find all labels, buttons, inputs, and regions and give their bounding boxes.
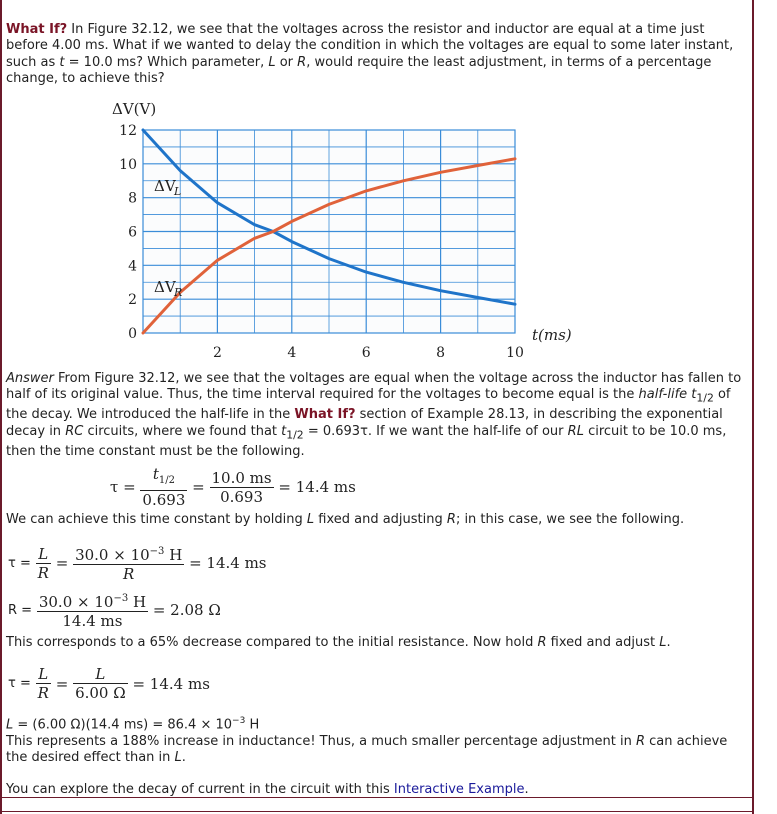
var-R: R [446,512,456,527]
answer-text: = 0.693τ. If we want the half-life of our [303,423,568,439]
text: can achieve the desired effect than in [6,734,728,766]
x-axis-label: t(ms) [532,326,572,344]
var-t: t [691,387,697,403]
fraction [37,590,148,630]
equals: = [192,478,205,496]
text: fixed and adjust [546,635,660,650]
x-tick-label: 6 [361,345,371,361]
eq-result: = 14.4 ms [132,674,210,693]
text: ; in this case, we see the following. [455,512,685,527]
label-vr-sub: R [174,286,183,299]
label-vr-text: ΔV [154,278,176,296]
eq-result: = 2.08 Ω [152,601,221,619]
x-tick-label: 4 [287,345,297,361]
label-vl-sub: L [174,185,182,198]
exponent: −3 [113,593,129,604]
paragraph [6,782,748,798]
subscript: 1/2 [286,428,304,442]
eq-lhs: τ = [8,555,31,571]
unit: H [128,593,147,611]
var-L: L [659,635,667,650]
den: 6.00 Ω [75,684,126,702]
text: . [181,750,186,766]
den: 0.693 [142,491,186,509]
unit: H [164,546,183,564]
equals: = [55,674,69,693]
equation-r [8,590,221,630]
equation-tau-l [8,665,210,702]
y-axis-label: ΔV(V) [112,100,157,118]
text: This corresponds to a 65% decrease compared to the initial resistance. Now hold [6,635,538,650]
question-text: or [275,54,298,70]
num: t [152,465,159,483]
text: . [524,782,529,797]
num: 30.0 × 10 [38,593,114,611]
fraction [210,469,274,506]
equation-tau [110,465,356,509]
den: R [37,684,49,702]
voltage-chart [100,96,580,366]
exponent: −3 [149,546,165,557]
x-tick-label: 8 [436,345,446,361]
eq-lhs: τ = [110,478,136,496]
answer-text: From Figure 32.12, we see that the voltages are equal when the voltage across the inductor has fallen to half of its original value. Thus, the time interval required for the voltages to become equal is the [6,371,742,403]
y-tick-label: 10 [119,156,137,173]
text: You can explore the decay of current in the circuit with this [6,782,394,797]
fraction [73,665,128,702]
y-tick-label: 2 [128,292,137,309]
what-if-ref: What If? [294,407,356,423]
text: We can achieve this time constant by holding [6,512,307,527]
num: 10.0 ms [211,468,272,487]
var-R: R [297,54,307,70]
var-L: L [174,750,182,766]
interactive-example-link[interactable]: Interactive Example [393,782,525,797]
fraction [36,665,51,702]
den: 14.4 ms [62,612,123,630]
subscript: 1/2 [696,392,714,405]
equation-l-value [6,713,748,734]
paragraph [6,512,748,528]
var-RC: RC [65,423,84,439]
equation-tau-lr [8,543,267,583]
question-text: , would require the least adjustment, in terms of a percentage change, to achieve this? [6,54,712,87]
text: fixed and adjusting [314,512,447,527]
paragraph [6,734,748,767]
eq-result: = 14.4 ms [189,554,267,572]
var-R: R [537,635,547,650]
y-tick-label: 0 [128,326,137,342]
y-tick-label: 8 [128,190,137,207]
num: L [73,665,128,684]
text: H [245,717,260,733]
var-t: t [59,54,65,70]
fraction [36,545,51,582]
equals: = [55,554,69,572]
label-vl-text: ΔV [154,177,176,195]
half-life-term: half-life [638,387,688,403]
question-text: = 10.0 ms? Which parameter, [64,54,269,70]
y-tick-label: 12 [119,123,137,139]
x-tick-label: 2 [212,345,222,361]
den: R [37,563,49,582]
num: L [36,545,51,564]
den: R [123,565,135,583]
den: 0.693 [220,487,264,506]
y-tick-label: 6 [128,224,137,241]
var-RL: RL [567,423,584,439]
num: L [36,665,51,684]
divider [0,811,754,812]
text: . [666,635,671,650]
num: 30.0 × 10 [75,546,150,564]
answer-text: section of Example 28.13, in describing the exponential decay in [6,407,723,439]
eq-lhs: τ = [8,676,31,691]
answer-label: Answer [6,371,54,386]
fraction [140,465,187,509]
exponent: −3 [232,716,246,726]
text: This represents a 188% increase in inductance! Thus, a much smaller percentage adjustment in [6,734,636,749]
paragraph [6,635,748,651]
question-text: In Figure 32.12, we see that the voltages across the resistor and inductor are equal at a time just before 4.00 ms. What if we wanted to delay the condition in which the voltages are equal to some later instant, such as [6,22,734,70]
subscript: 1/2 [158,475,175,486]
answer-text: of the decay. We introduced the half-life in the [6,387,731,423]
answer-text: circuits, where we found that [83,423,282,439]
what-if-label: What If? [6,22,68,37]
eq-result: = 14.4 ms [278,478,356,496]
answer-text: circuit to be 10.0 ms, then the time constant must be the following. [6,423,727,459]
var-R: R [635,734,645,749]
text: = (6.00 Ω)(14.4 ms) = 86.4 × 10 [13,717,233,733]
var-t: t [281,423,287,439]
eq-lhs: R = [8,602,33,618]
fraction [73,543,184,583]
var-L: L [6,717,14,733]
x-tick-label: 10 [506,345,524,361]
y-tick-label: 4 [128,258,137,275]
answer-paragraph [6,371,748,460]
var-L: L [306,512,315,527]
var-L: L [268,54,276,70]
question-paragraph [6,22,748,88]
